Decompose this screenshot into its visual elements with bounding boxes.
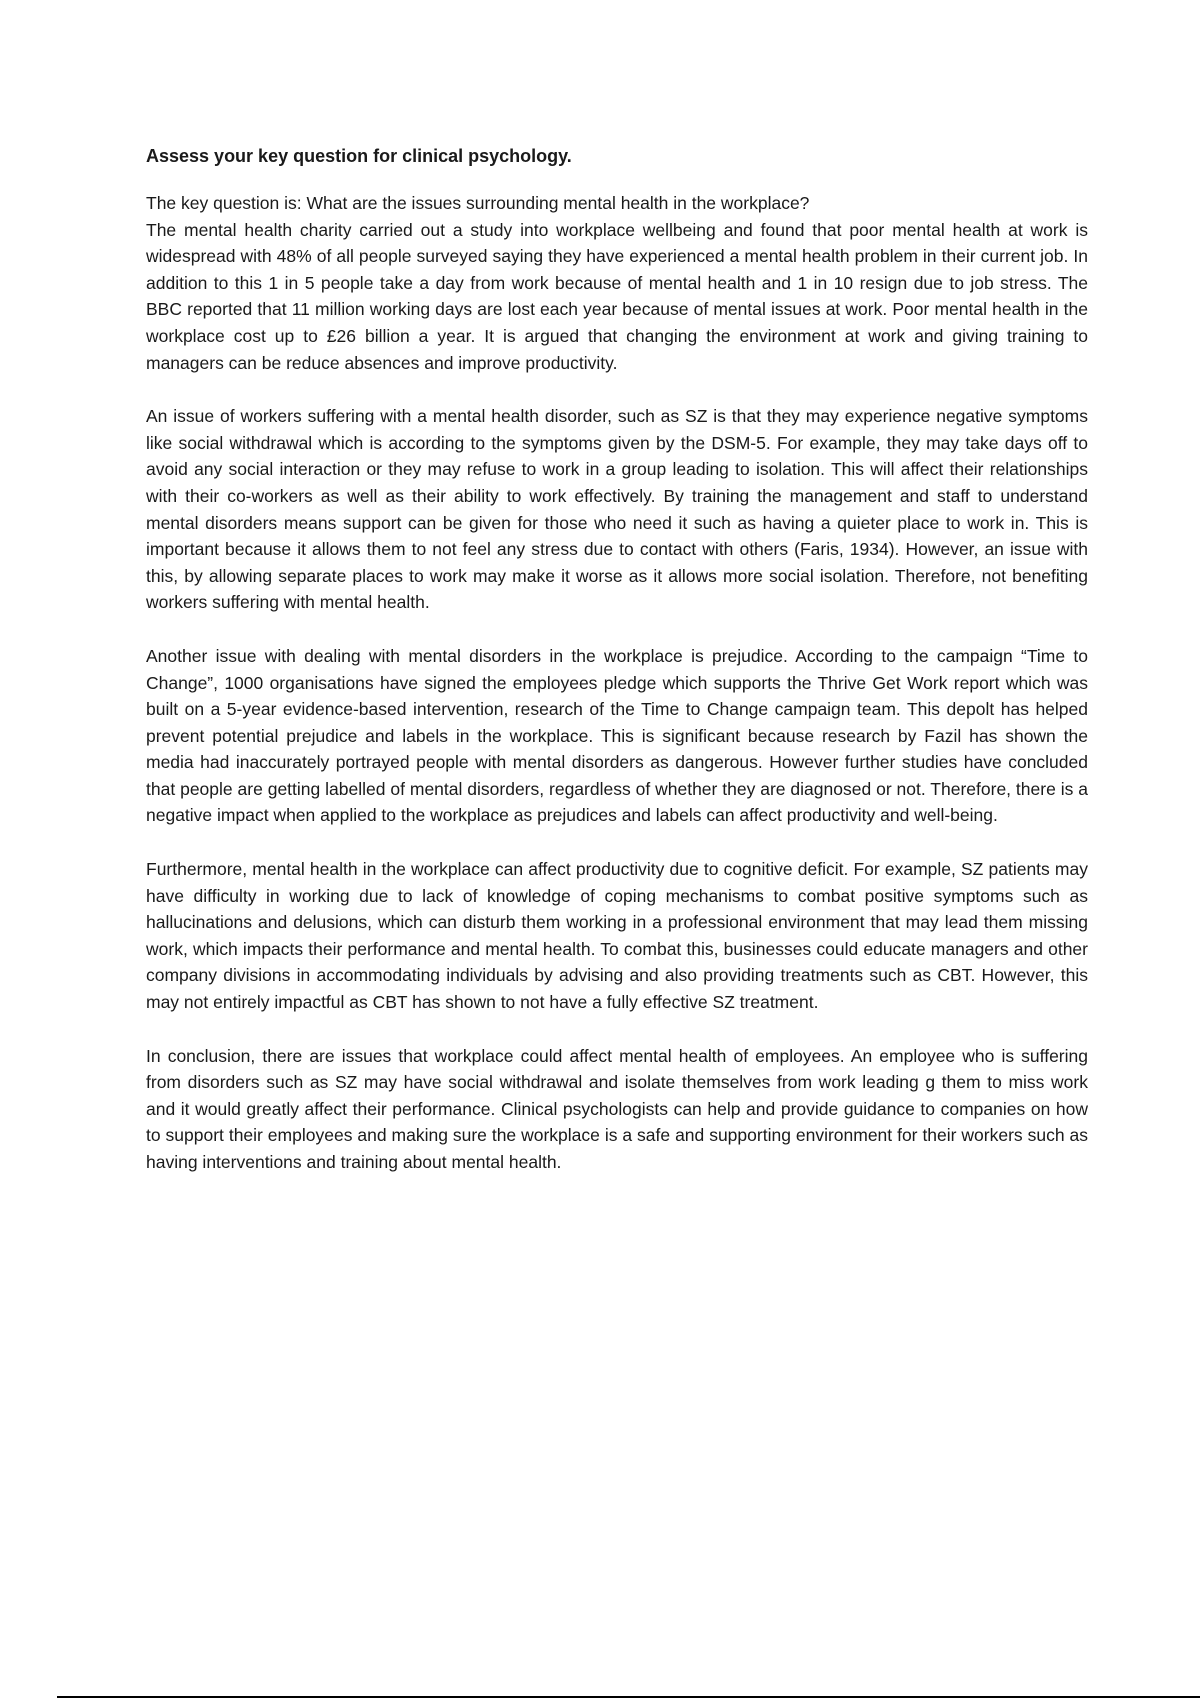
document-heading: Assess your key question for clinical psychology.	[146, 146, 572, 166]
paragraph-social-withdrawal: An issue of workers suffering with a mental health disorder, such as SZ is that they may experience negative symptoms like social withdrawal which is according to the symptoms given by the DSM-5. For example, they may take days off to avoid any social interaction or they may refuse to work in a group leading to isolation. This will affect their relationships with their co-workers as well as their ability to work effectively. By training the management and staff to understand mental disorders means support can be given for those who need it such as having a quieter place to work in. This is important because it allows them to not feel any stress due to contact with others (Faris, 1934). However, an issue with this, by allowing separate places to work may make it worse as it allows more social isolation. Therefore, not benefiting workers suffering with mental health.	[146, 406, 1088, 613]
paragraph-productivity: Furthermore, mental health in the workplace can affect productivity due to cognitive deficit. For example, SZ patients may have difficulty in working due to lack of knowledge of coping mechanisms to combat positive symptoms such as hallucinations and delusions, which can disturb them working in a professional environment that may lead them missing work, which impacts their performance and mental health. To combat this, businesses could educate managers and other company divisions in accommodating individuals by advising and also providing treatments such as CBT. However, this may not entirely impactful as CBT has shown to not have a fully effective SZ treatment.	[146, 859, 1088, 1013]
paragraph-intro: The mental health charity carried out a study into workplace wellbeing and found that poor mental health at work is widespread with 48% of all people surveyed saying they have experienced a mental health problem in their current job. In addition to this 1 in 5 people take a day from work because of mental health and 1 in 10 resign due to job stress. The BBC reported that 11 million working days are lost each year because of mental issues at work. Poor mental health in the workplace cost up to £26 billion a year. It is argued that changing the environment at work and giving training to managers can be reduce absences and improve productivity.	[146, 219, 1088, 373]
document-page	[146, 143, 1088, 1203]
paragraph-conclusion: In conclusion, there are issues that workplace could affect mental health of employees. An employee who is suffering from disorders such as SZ may have social withdrawal and isolate themselves from work leading g them to miss work and it would greatly affect their performance. Clinical psychologists can help and provide guidance to companies on how to support their employees and making sure the workplace is a safe and supporting environment for their workers such as having interventions and training about mental health.	[146, 1045, 1088, 1172]
paragraph-prejudice: Another issue with dealing with mental disorders in the workplace is prejudice. According to the campaign “Time to Change”, 1000 organisations have signed the employees pledge which supports the Thrive Get Work report which was built on a 5-year evidence-based intervention, research of the Time to Change campaign team. This depolt has helped prevent potential prejudice and labels in the workplace. This is significant because research by Fazil has shown the media had inaccurately portrayed people with mental disorders as dangerous. However further studies have concluded that people are getting labelled of mental disorders, regardless of whether they are diagnosed or not. Therefore, there is a negative impact when applied to the workplace as prejudices and labels can affect productivity and well-being.	[146, 645, 1088, 826]
key-question: The key question is: What are the issues surrounding mental health in the workplace?	[146, 193, 810, 213]
page-bottom-divider	[57, 1696, 1200, 1698]
